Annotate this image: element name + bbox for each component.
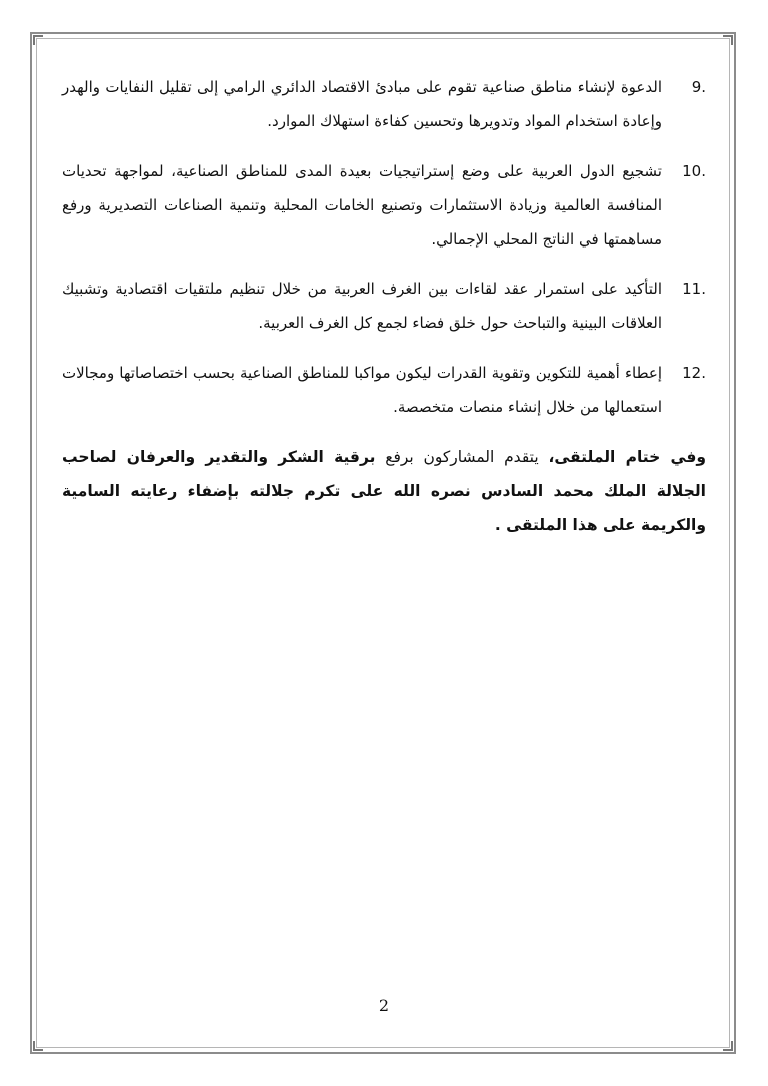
border-corner-ornament <box>33 1041 43 1051</box>
recommendation-item-9 <box>62 70 706 138</box>
recommendation-item-10 <box>62 154 706 256</box>
item-number: 11. <box>682 280 706 298</box>
item-text: التأكيد على استمرار عقد لقاءات بين الغرف العربية من خلال تنظيم ملتقيات اقتصادية وتشبيك العلاقات البينية والتباحث حول خلق فضاء لجمع كل الغرف العربية. <box>62 280 662 332</box>
recommendation-item-11 <box>62 272 706 340</box>
item-text: الدعوة لإنشاء مناطق صناعية تقوم على مبادئ الاقتصاد الدائري الرامي إلى تقليل النفايات والهدر وإعادة استخدام المواد وتدويرها وتحسين كفاءة استهلاك الموارد. <box>62 78 662 130</box>
closing-body: برقية الشكر والتقدير والعرفان لصاحب الجلالة الملك محمد السادس نصره الله على تكرم جلالته بإضفاء رعايته السامية والكريمة على هذا الملتقى . <box>62 448 706 534</box>
border-corner-ornament <box>723 1041 733 1051</box>
item-number: 9. <box>691 78 706 96</box>
border-corner-ornament <box>33 35 43 45</box>
closing-paragraph <box>62 440 706 542</box>
page-number: 2 <box>378 996 390 1015</box>
item-text: تشجيع الدول العربية على وضع إستراتيجيات بعيدة المدى للمناطق الصناعية، لمواجهة تحديات المنافسة العالمية وزيادة الاستثمارات وتصنيع الخامات المحلية وتنمية الصناعات التصديرية ورفع مساهمتها في الناتج المحلي الإجمالي. <box>62 162 662 248</box>
closing-intro: وفي ختام الملتقى، <box>548 448 706 466</box>
document-body <box>62 70 706 558</box>
item-number: 10. <box>682 162 706 180</box>
item-number: 12. <box>682 364 706 382</box>
recommendation-item-12 <box>62 356 706 424</box>
closing-middle: يتقدم المشاركون برفع <box>375 448 549 466</box>
border-corner-ornament <box>723 35 733 45</box>
item-text: إعطاء أهمية للتكوين وتقوية القدرات ليكون مواكبا للمناطق الصناعية بحسب اختصاصاتها ومجالات استعمالها من خلال إنشاء منصات متخصصة. <box>62 364 662 416</box>
